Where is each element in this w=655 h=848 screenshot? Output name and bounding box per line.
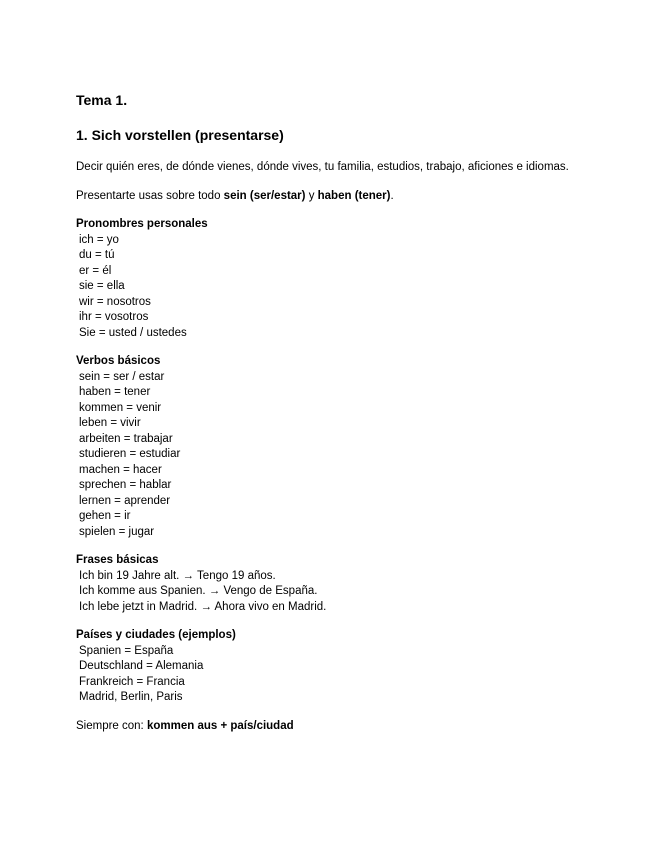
final-note [76,719,576,735]
list-item: er = él [79,264,112,277]
list-item: du = tú [79,249,115,261]
list-item: machen = hacer [79,463,162,476]
list-item: Ich lebe jetzt in Madrid. → Ahora vivo en Madrid. [79,600,327,613]
list-item: arbeiten = trabajar [79,432,173,445]
list-item: wir = nosotros [79,295,151,308]
document-title: Tema 1. [76,92,128,108]
paises-section [76,628,576,706]
verbos-section [76,354,576,540]
section-heading: 1. Sich vorstellen (presentarse) [76,127,284,143]
final-bold: kommen aus + país/ciudad [146,719,294,732]
intro-paragraph: Decir quién eres, de dónde vienes, dónde vives, tu familia, estudios, trabajo, aficiones e idiomas. [76,161,569,173]
final-prefix: Siempre con: [76,719,147,732]
frases-title: Frases básicas [76,554,159,566]
list-item: Frankreich = Francia [79,675,185,688]
list-item: Sie = usted / ustedes [79,326,187,339]
list-item: Spanien = España [79,644,174,657]
list-item: haben = tener [79,386,151,398]
list-item: gehen = ir [79,510,131,522]
usage-paragraph [76,189,576,205]
usage-middle: y [305,189,318,202]
list-item: ich = yo [79,233,119,246]
list-item: Ich bin 19 Jahre alt. → Tengo 19 años. [79,569,276,582]
pronombres-title: Pronombres personales [76,218,208,230]
list-item: studieren = estudiar [79,448,181,460]
list-item: sie = ella [79,280,125,292]
frases-section [76,553,576,615]
list-item: ihr = vosotros [79,311,149,323]
list-item: Ich komme aus Spanien. → Vengo de España. [79,585,318,597]
document-content [76,91,576,734]
list-item: leben = vivir [79,417,141,429]
usage-prefix: Presentarte usas sobre todo [76,189,224,202]
list-item: sein = ser / estar [79,370,165,383]
list-item: spielen = jugar [79,525,155,538]
paises-title: Países y ciudades (ejemplos) [76,629,236,641]
pronombres-section [76,217,576,341]
list-item: sprechen = hablar [79,479,172,491]
usage-suffix: . [390,189,394,202]
list-item: lernen = aprender [79,494,171,507]
list-item: Madrid, Berlin, Paris [79,691,183,703]
usage-verb-haben: haben (tener) [317,189,391,202]
verbos-title: Verbos básicos [76,355,161,367]
list-item: kommen = venir [79,401,162,414]
usage-verb-sein: sein (ser/estar) [223,189,306,202]
list-item: Deutschland = Alemania [79,660,204,672]
